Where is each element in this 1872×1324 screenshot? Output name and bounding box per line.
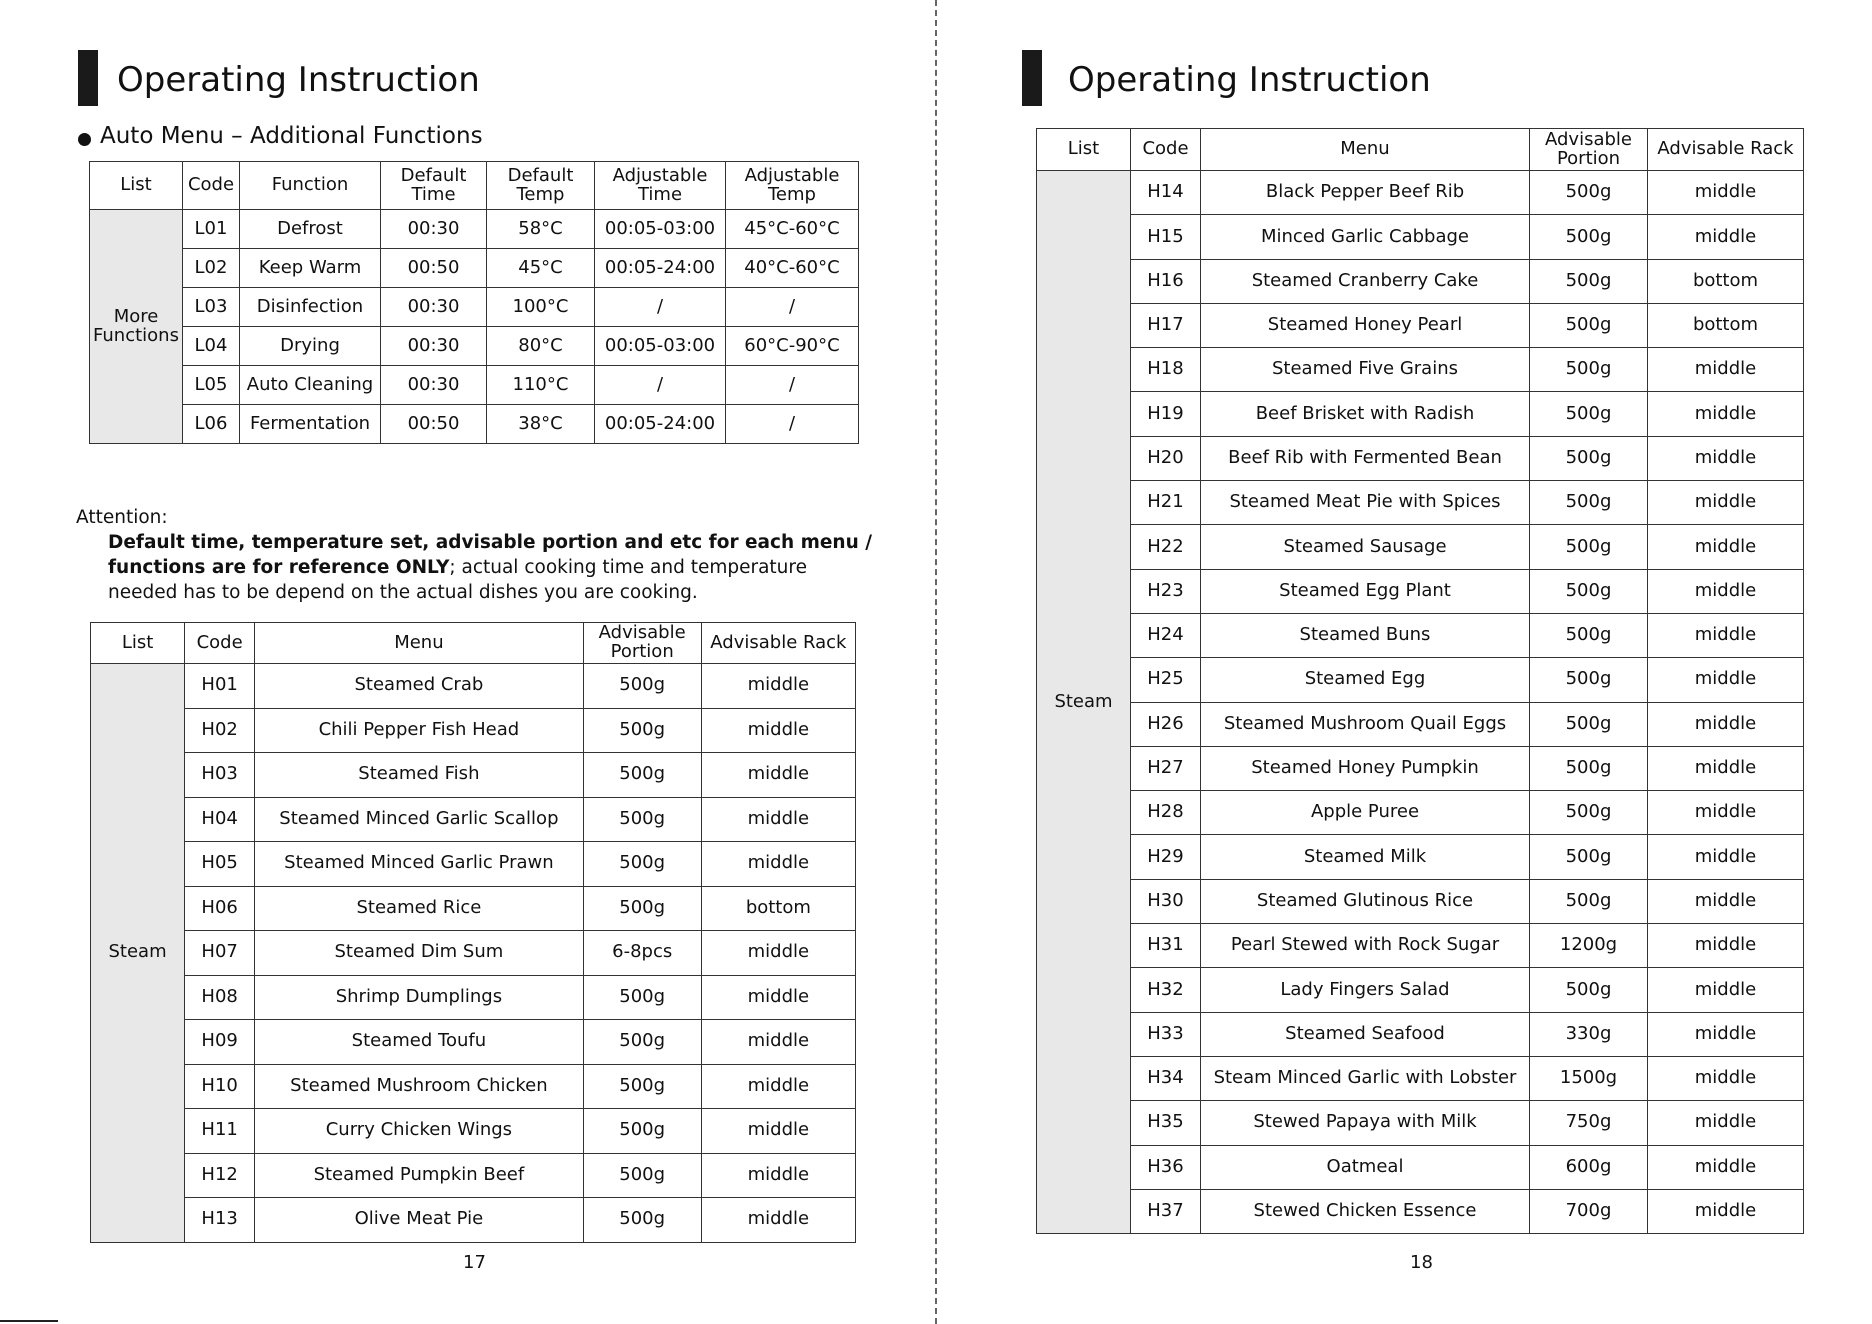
portion-cell: 500g — [583, 1064, 701, 1109]
title-bar-decoration — [78, 50, 98, 106]
portion-cell: 6-8pcs — [583, 931, 701, 976]
code-cell: H35 — [1131, 1101, 1201, 1145]
rack-cell: middle — [1648, 215, 1804, 259]
rack-cell: middle — [701, 1109, 855, 1154]
rack-cell: middle — [701, 1198, 855, 1243]
menu-cell: Apple Puree — [1201, 791, 1530, 835]
header-code: Code — [1131, 129, 1201, 171]
group-label-cell: Steam — [91, 664, 185, 1243]
rack-cell: middle — [701, 753, 855, 798]
code-cell: H07 — [185, 931, 255, 976]
table-row — [1037, 436, 1804, 480]
table-row — [91, 842, 856, 887]
code-cell: H11 — [185, 1109, 255, 1154]
header-menu: Menu — [255, 623, 583, 664]
rack-cell: middle — [1648, 879, 1804, 923]
portion-cell: 500g — [1530, 481, 1648, 525]
table-row — [1037, 1145, 1804, 1189]
rack-cell: middle — [1648, 968, 1804, 1012]
table-row — [90, 288, 859, 327]
table-row — [91, 1109, 856, 1154]
table-row — [1037, 259, 1804, 303]
rack-cell: middle — [701, 708, 855, 753]
code-cell: H36 — [1131, 1145, 1201, 1189]
menu-cell: Lady Fingers Salad — [1201, 968, 1530, 1012]
code-cell: H04 — [185, 797, 255, 842]
menu-cell: Steamed Rice — [255, 886, 583, 931]
code-cell: H21 — [1131, 481, 1201, 525]
default-time-cell: 00:30 — [381, 366, 487, 405]
portion-cell: 500g — [583, 1020, 701, 1065]
rack-cell: middle — [1648, 1056, 1804, 1100]
page-number: 18 — [1410, 1252, 1433, 1273]
menu-cell: Steamed Honey Pumpkin — [1201, 746, 1530, 790]
code-cell: H01 — [185, 664, 255, 709]
menu-cell: Chili Pepper Fish Head — [255, 708, 583, 753]
rack-cell: middle — [701, 797, 855, 842]
table-row — [1037, 879, 1804, 923]
rack-cell: middle — [1648, 171, 1804, 215]
menu-cell: Steamed Dim Sum — [255, 931, 583, 976]
default-time-cell: 00:30 — [381, 210, 487, 249]
portion-cell: 750g — [1530, 1101, 1648, 1145]
adjustable-temp-cell: 60°C-90°C — [726, 327, 859, 366]
group-label-cell: Steam — [1037, 171, 1131, 1234]
code-cell: H31 — [1131, 924, 1201, 968]
portion-cell: 500g — [583, 797, 701, 842]
adjustable-time-cell: 00:05-24:00 — [595, 405, 726, 444]
code-cell: H28 — [1131, 791, 1201, 835]
rack-cell: middle — [701, 1020, 855, 1065]
default-temp-cell: 38°C — [487, 405, 595, 444]
portion-cell: 500g — [1530, 525, 1648, 569]
code-cell: H24 — [1131, 613, 1201, 657]
code-cell: H14 — [1131, 171, 1201, 215]
rack-cell: middle — [1648, 702, 1804, 746]
code-cell: H29 — [1131, 835, 1201, 879]
menu-cell: Olive Meat Pie — [255, 1198, 583, 1243]
portion-cell: 500g — [1530, 392, 1648, 436]
table-row — [91, 975, 856, 1020]
portion-cell: 500g — [1530, 303, 1648, 347]
header-advisable-portion: Advisable Portion — [583, 623, 701, 664]
page-title: Operating Instruction — [1068, 60, 1431, 100]
table-row — [90, 405, 859, 444]
default-temp-cell: 45°C — [487, 249, 595, 288]
portion-cell: 500g — [1530, 259, 1648, 303]
table-row — [91, 1153, 856, 1198]
adjustable-temp-cell: 40°C-60°C — [726, 249, 859, 288]
portion-cell: 700g — [1530, 1189, 1648, 1233]
code-cell: H02 — [185, 708, 255, 753]
menu-cell: Steamed Honey Pearl — [1201, 303, 1530, 347]
header-code: Code — [185, 623, 255, 664]
function-cell: Drying — [240, 327, 381, 366]
menu-cell: Steamed Minced Garlic Prawn — [255, 842, 583, 887]
portion-cell: 500g — [1530, 702, 1648, 746]
menu-cell: Steamed Milk — [1201, 835, 1530, 879]
adjustable-time-cell: 00:05-03:00 — [595, 327, 726, 366]
menu-cell: Steamed Mushroom Chicken — [255, 1064, 583, 1109]
code-cell: H18 — [1131, 348, 1201, 392]
default-time-cell: 00:30 — [381, 288, 487, 327]
rack-cell: middle — [1648, 481, 1804, 525]
rack-cell: middle — [1648, 1101, 1804, 1145]
group-label-cell: More Functions — [90, 210, 183, 444]
rack-cell: middle — [701, 1064, 855, 1109]
rack-cell: middle — [701, 931, 855, 976]
function-cell: Disinfection — [240, 288, 381, 327]
code-cell: H15 — [1131, 215, 1201, 259]
menu-cell: Stewed Papaya with Milk — [1201, 1101, 1530, 1145]
code-cell: H19 — [1131, 392, 1201, 436]
attention-note — [76, 505, 876, 605]
code-cell: H16 — [1131, 259, 1201, 303]
page-number: 17 — [463, 1252, 486, 1273]
rack-cell: middle — [1648, 569, 1804, 613]
code-cell: H33 — [1131, 1012, 1201, 1056]
portion-cell: 1500g — [1530, 1056, 1648, 1100]
table-row — [91, 1020, 856, 1065]
table-row — [91, 1198, 856, 1243]
default-temp-cell: 100°C — [487, 288, 595, 327]
table-row — [1037, 1101, 1804, 1145]
rack-cell: middle — [1648, 392, 1804, 436]
table-row — [1037, 702, 1804, 746]
table-row — [1037, 1012, 1804, 1056]
table-row — [90, 249, 859, 288]
table-row — [1037, 1056, 1804, 1100]
code-cell: H32 — [1131, 968, 1201, 1012]
menu-cell: Shrimp Dumplings — [255, 975, 583, 1020]
header-function: Function — [240, 162, 381, 210]
menu-cell: Steamed Cranberry Cake — [1201, 259, 1530, 303]
adjustable-time-cell: 00:05-24:00 — [595, 249, 726, 288]
header-default-time: Default Time — [381, 162, 487, 210]
portion-cell: 500g — [1530, 658, 1648, 702]
rack-cell: middle — [1648, 658, 1804, 702]
default-time-cell: 00:50 — [381, 249, 487, 288]
table-row — [1037, 968, 1804, 1012]
header-adjustable-time: Adjustable Time — [595, 162, 726, 210]
table-row — [1037, 348, 1804, 392]
table-row — [1037, 171, 1804, 215]
code-cell: H37 — [1131, 1189, 1201, 1233]
menu-cell: Steamed Pumpkin Beef — [255, 1153, 583, 1198]
header-list: List — [91, 623, 185, 664]
steam-table-left — [90, 622, 856, 1243]
menu-cell: Curry Chicken Wings — [255, 1109, 583, 1154]
rack-cell: bottom — [1648, 259, 1804, 303]
steam-table-right — [1036, 128, 1804, 1234]
rack-cell: middle — [1648, 835, 1804, 879]
code-cell: H25 — [1131, 658, 1201, 702]
header-advisable-rack: Advisable Rack — [701, 623, 855, 664]
table-row — [90, 366, 859, 405]
function-cell: Auto Cleaning — [240, 366, 381, 405]
rack-cell: middle — [1648, 924, 1804, 968]
table-row — [91, 664, 856, 709]
table-row — [91, 708, 856, 753]
menu-cell: Steamed Egg Plant — [1201, 569, 1530, 613]
adjustable-time-cell: / — [595, 366, 726, 405]
table-row — [1037, 525, 1804, 569]
portion-cell: 500g — [1530, 791, 1648, 835]
header-adjustable-temp: Adjustable Temp — [726, 162, 859, 210]
code-cell: H09 — [185, 1020, 255, 1065]
code-cell: L06 — [183, 405, 240, 444]
code-cell: L05 — [183, 366, 240, 405]
menu-cell: Steamed Minced Garlic Scallop — [255, 797, 583, 842]
portion-cell: 500g — [583, 1198, 701, 1243]
rack-cell: middle — [1648, 436, 1804, 480]
code-cell: L04 — [183, 327, 240, 366]
function-cell: Defrost — [240, 210, 381, 249]
portion-cell: 500g — [583, 842, 701, 887]
attention-bold-text: Default time, temperature set, advisable portion and etc for each menu / functions are for reference ONLY — [108, 532, 872, 578]
table-row — [1037, 392, 1804, 436]
adjustable-time-cell: / — [595, 288, 726, 327]
attention-normal-text: ; actual cooking time and temperature needed has to be depend on the actual dishes you are cooking. — [108, 557, 807, 603]
default-temp-cell: 110°C — [487, 366, 595, 405]
header-advisable-portion: Advisable Portion — [1530, 129, 1648, 171]
code-cell: H17 — [1131, 303, 1201, 347]
rack-cell: middle — [701, 1153, 855, 1198]
code-cell: H13 — [185, 1198, 255, 1243]
portion-cell: 330g — [1530, 1012, 1648, 1056]
menu-cell: Steamed Crab — [255, 664, 583, 709]
table-row — [91, 886, 856, 931]
rack-cell: middle — [1648, 525, 1804, 569]
function-cell: Keep Warm — [240, 249, 381, 288]
portion-cell: 500g — [1530, 569, 1648, 613]
table-row — [1037, 481, 1804, 525]
menu-cell: Steamed Five Grains — [1201, 348, 1530, 392]
menu-cell: Stewed Chicken Essence — [1201, 1189, 1530, 1233]
rack-cell: middle — [1648, 1189, 1804, 1233]
table-row — [1037, 924, 1804, 968]
menu-cell: Beef Brisket with Radish — [1201, 392, 1530, 436]
header-code: Code — [183, 162, 240, 210]
menu-cell: Steamed Toufu — [255, 1020, 583, 1065]
menu-cell: Beef Rib with Fermented Bean — [1201, 436, 1530, 480]
menu-cell: Steamed Glutinous Rice — [1201, 879, 1530, 923]
rack-cell: middle — [1648, 1145, 1804, 1189]
code-cell: H06 — [185, 886, 255, 931]
table-row — [1037, 215, 1804, 259]
portion-cell: 500g — [583, 1109, 701, 1154]
code-cell: H23 — [1131, 569, 1201, 613]
portion-cell: 500g — [583, 708, 701, 753]
portion-cell: 600g — [1530, 1145, 1648, 1189]
table-row — [1037, 658, 1804, 702]
table-row — [1037, 746, 1804, 790]
bullet-icon — [78, 133, 91, 146]
corner-mark — [0, 1320, 58, 1322]
rack-cell: middle — [701, 842, 855, 887]
rack-cell: bottom — [701, 886, 855, 931]
default-time-cell: 00:30 — [381, 327, 487, 366]
portion-cell: 500g — [1530, 613, 1648, 657]
menu-cell: Steamed Egg — [1201, 658, 1530, 702]
right-page — [936, 0, 1872, 1324]
table-row — [1037, 791, 1804, 835]
menu-cell: Black Pepper Beef Rib — [1201, 171, 1530, 215]
rack-cell: middle — [1648, 746, 1804, 790]
portion-cell: 500g — [1530, 348, 1648, 392]
portion-cell: 500g — [1530, 215, 1648, 259]
code-cell: H05 — [185, 842, 255, 887]
rack-cell: bottom — [1648, 303, 1804, 347]
menu-cell: Steam Minced Garlic with Lobster — [1201, 1056, 1530, 1100]
code-cell: H26 — [1131, 702, 1201, 746]
attention-text — [76, 530, 876, 605]
menu-cell: Steamed Seafood — [1201, 1012, 1530, 1056]
portion-cell: 500g — [1530, 879, 1648, 923]
portion-cell: 1200g — [1530, 924, 1648, 968]
header-default-temp: Default Temp — [487, 162, 595, 210]
table-row — [90, 210, 859, 249]
adjustable-temp-cell: / — [726, 405, 859, 444]
code-cell: H10 — [185, 1064, 255, 1109]
portion-cell: 500g — [1530, 171, 1648, 215]
portion-cell: 500g — [583, 886, 701, 931]
table-row — [90, 327, 859, 366]
title-bar-decoration — [1022, 50, 1042, 106]
code-cell: H20 — [1131, 436, 1201, 480]
menu-cell: Steamed Fish — [255, 753, 583, 798]
portion-cell: 500g — [1530, 835, 1648, 879]
portion-cell: 500g — [583, 1153, 701, 1198]
table-row — [1037, 835, 1804, 879]
menu-cell: Minced Garlic Cabbage — [1201, 215, 1530, 259]
attention-label: Attention: — [76, 507, 168, 528]
default-time-cell: 00:50 — [381, 405, 487, 444]
menu-cell: Steamed Buns — [1201, 613, 1530, 657]
table-row — [1037, 303, 1804, 347]
code-cell: H27 — [1131, 746, 1201, 790]
table-row — [1037, 613, 1804, 657]
function-cell: Fermentation — [240, 405, 381, 444]
menu-cell: Pearl Stewed with Rock Sugar — [1201, 924, 1530, 968]
default-temp-cell: 58°C — [487, 210, 595, 249]
adjustable-temp-cell: / — [726, 366, 859, 405]
portion-cell: 500g — [1530, 968, 1648, 1012]
portion-cell: 500g — [583, 975, 701, 1020]
table-row — [1037, 569, 1804, 613]
code-cell: H34 — [1131, 1056, 1201, 1100]
menu-cell: Steamed Meat Pie with Spices — [1201, 481, 1530, 525]
page-title: Operating Instruction — [117, 60, 480, 100]
code-cell: H30 — [1131, 879, 1201, 923]
code-cell: L03 — [183, 288, 240, 327]
rack-cell: middle — [1648, 791, 1804, 835]
header-list: List — [90, 162, 183, 210]
menu-cell: Steamed Mushroom Quail Eggs — [1201, 702, 1530, 746]
menu-cell: Oatmeal — [1201, 1145, 1530, 1189]
code-cell: L02 — [183, 249, 240, 288]
default-temp-cell: 80°C — [487, 327, 595, 366]
table-row — [1037, 1189, 1804, 1233]
rack-cell: middle — [701, 664, 855, 709]
table-row — [91, 1064, 856, 1109]
table-row — [91, 797, 856, 842]
menu-cell: Steamed Sausage — [1201, 525, 1530, 569]
table-row — [91, 753, 856, 798]
adjustable-temp-cell: 45°C-60°C — [726, 210, 859, 249]
rack-cell: middle — [1648, 348, 1804, 392]
table-row — [91, 931, 856, 976]
section-title: Auto Menu – Additional Functions — [100, 123, 483, 149]
portion-cell: 500g — [1530, 436, 1648, 480]
code-cell: L01 — [183, 210, 240, 249]
header-menu: Menu — [1201, 129, 1530, 171]
rack-cell: middle — [1648, 613, 1804, 657]
adjustable-temp-cell: / — [726, 288, 859, 327]
code-cell: H12 — [185, 1153, 255, 1198]
portion-cell: 500g — [583, 753, 701, 798]
portion-cell: 500g — [1530, 746, 1648, 790]
portion-cell: 500g — [583, 664, 701, 709]
rack-cell: middle — [701, 975, 855, 1020]
code-cell: H22 — [1131, 525, 1201, 569]
adjustable-time-cell: 00:05-03:00 — [595, 210, 726, 249]
header-advisable-rack: Advisable Rack — [1648, 129, 1804, 171]
code-cell: H08 — [185, 975, 255, 1020]
rack-cell: middle — [1648, 1012, 1804, 1056]
functions-table — [89, 161, 859, 444]
code-cell: H03 — [185, 753, 255, 798]
header-list: List — [1037, 129, 1131, 171]
